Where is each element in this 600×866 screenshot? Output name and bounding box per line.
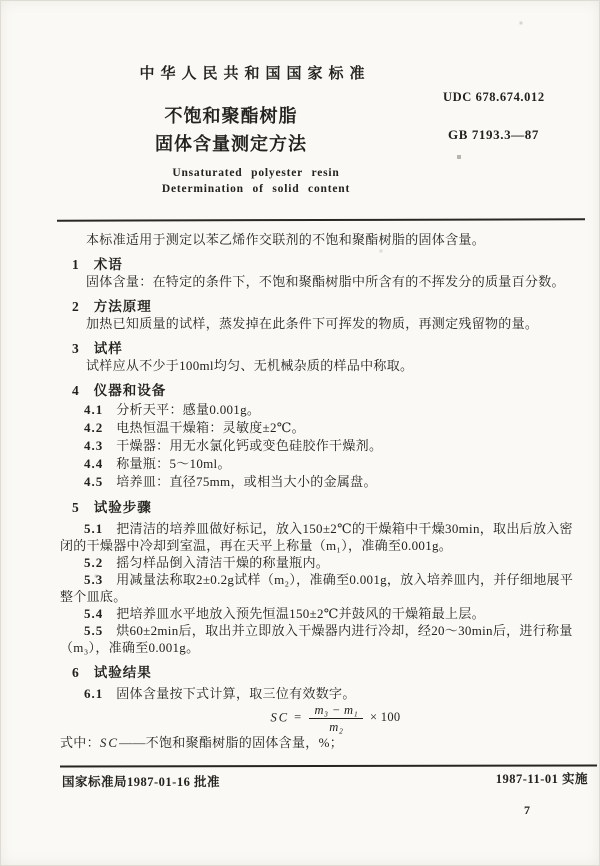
apparatus-list: [60, 401, 583, 491]
english-title-line-1: Unsaturated polyester resin: [172, 167, 340, 179]
list-item: [60, 437, 583, 455]
section-heading-apparatus: [72, 382, 583, 399]
list-item: [60, 520, 583, 554]
item-number: 4.3: [84, 438, 104, 453]
section-number: 6: [72, 665, 80, 680]
page-number: 7: [524, 803, 530, 817]
footer-divider-rule: [60, 765, 597, 768]
formula-legend-text: ——不饱和聚酯树脂的固体含量，%；: [119, 735, 344, 750]
list-item: [60, 554, 583, 571]
item-number: 5.5: [84, 623, 104, 638]
document-title: [0, 102, 462, 158]
section-heading-terms: [72, 256, 583, 273]
gb-standard-number: GB 7193.3—87: [448, 127, 539, 142]
item-text: 摇匀样品倒入清洁干燥的称量瓶内。: [116, 555, 330, 570]
formula-equals: =: [294, 710, 302, 725]
section-title: 试样: [93, 341, 123, 356]
section-heading-principle: [72, 298, 583, 315]
item-text: 分析天平：感量0.001g。: [116, 402, 261, 417]
item-text: 用减量法称取2±0.2g试样（m₂），准确至0.001g，放入培养皿内，并仔细地展平整个皿底。: [60, 572, 574, 604]
item-text: 把清洁的培养皿做好标记，放入150±2℃的干燥箱中干燥30min，取出后放入密闭的干燥器中冷却到室温，再在天平上称量（m₁），准确至0.001g。: [60, 521, 573, 553]
item-number: 4.5: [84, 474, 104, 489]
list-item: [60, 419, 583, 437]
section-title: 试验结果: [93, 665, 152, 680]
formula-legend: [60, 734, 583, 751]
list-item: [60, 455, 583, 473]
results-list: [60, 685, 583, 702]
national-standard-label: 中华人民共和国国家标准: [139, 66, 371, 82]
list-item: [60, 473, 583, 491]
approval-note: 国家标准局1987-01-16 批准: [62, 775, 220, 789]
list-item: [60, 605, 583, 622]
item-number: 4.4: [84, 456, 104, 471]
formula-lhs: SC: [270, 710, 290, 725]
title-line-2: 固体含量测定方法: [155, 134, 307, 154]
item-text: 干燥器：用无水氯化钙或变色硅胶作干燥剂。: [116, 438, 383, 453]
section-number: 1: [72, 257, 80, 272]
implementation-note: 1987-11-01 实施: [495, 772, 588, 786]
item-number: 6.1: [84, 686, 104, 701]
formula-numerator: m₃ − m₁: [309, 703, 363, 719]
section-paragraph-sample: 试样应从不少于100ml均匀、无机械杂质的样品中称取。: [86, 358, 414, 373]
item-number: 4.2: [84, 420, 104, 435]
formula-denominator: m₂: [329, 720, 344, 734]
section-heading-sample: [72, 340, 583, 357]
item-number: 5.2: [84, 555, 104, 570]
list-item: [60, 401, 583, 419]
item-number: 5.4: [84, 606, 104, 621]
section-title: 术语: [93, 257, 123, 272]
formula-legend-prefix: 式中：: [60, 735, 100, 750]
section-number: 4: [72, 383, 80, 398]
formula-factor: × 100: [370, 710, 401, 725]
section-title: 试验步骤: [93, 500, 152, 515]
item-text: 培养皿：直径75mm，或相当大小的金属盘。: [116, 474, 377, 489]
item-number: 4.1: [84, 402, 104, 417]
section-number: 2: [72, 299, 80, 314]
document-body: [60, 231, 583, 751]
section-paragraph-principle: 加热已知质量的试样，蒸发掉在此条件下可挥发的物质，再测定残留物的量。: [86, 316, 539, 331]
section-title: 仪器和设备: [93, 383, 167, 398]
list-item: [60, 685, 583, 702]
section-paragraph-terms: 固体含量：在特定的条件下，不饱和聚酯树脂中所含有的不挥发分的质量百分数。: [86, 274, 565, 289]
header-divider-rule: [57, 218, 585, 221]
section-heading-procedure: [72, 499, 583, 516]
solid-content-formula: [60, 703, 583, 734]
formula-legend-symbol: SC: [99, 735, 120, 750]
section-title: 方法原理: [93, 299, 152, 314]
section-number: 5: [72, 500, 80, 515]
item-text: 称量瓶：5～10ml。: [116, 456, 231, 471]
english-title: [0, 165, 512, 197]
scope-paragraph: 本标准适用于测定以苯乙烯作交联剂的不饱和聚酯树脂的固体含量。: [86, 232, 486, 247]
udc-code: UDC 678.674.012: [443, 90, 545, 104]
list-item: [60, 571, 583, 605]
section-heading-results: [72, 664, 583, 681]
scan-noise: [0, 0, 2, 2]
formula-fraction: [309, 703, 363, 734]
item-text: 固体含量按下式计算，取三位有效数字。: [116, 686, 356, 701]
item-text: 把培养皿水平地放入预先恒温150±2℃并鼓风的干燥箱最上层。: [116, 606, 485, 621]
procedure-list: [60, 520, 583, 656]
item-text: 电热恒温干燥箱：灵敏度±2℃。: [116, 420, 305, 435]
item-number: 5.1: [84, 521, 104, 536]
english-title-line-2: Determination of solid content: [161, 183, 351, 195]
section-number: 3: [72, 341, 80, 356]
item-number: 5.3: [84, 572, 104, 587]
item-text: 烘60±2min后，取出并立即放入干燥器内进行冷却，经20～30min后，进行称量（m₃），准确至0.001g。: [60, 623, 573, 655]
title-line-1: 不饱和聚酯树脂: [164, 106, 298, 126]
list-item: [60, 622, 583, 656]
